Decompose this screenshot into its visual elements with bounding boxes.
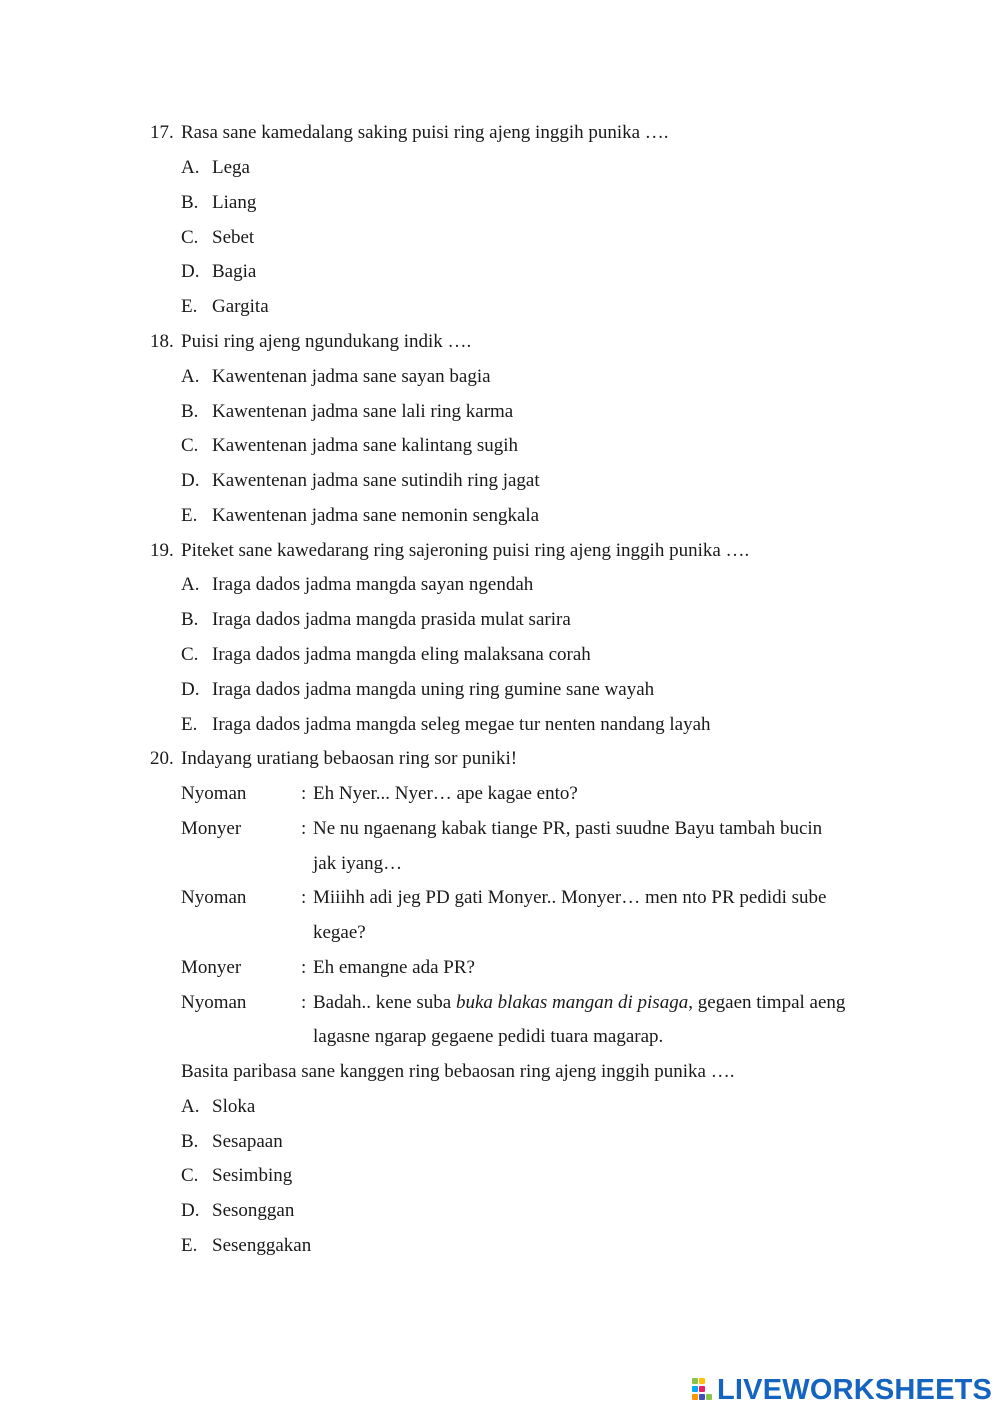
option-letter: D. bbox=[181, 1200, 200, 1221]
option-letter: D. bbox=[181, 470, 200, 491]
dialogue-colon: : bbox=[301, 887, 307, 908]
option-text: Iraga dados jadma mangda uning ring gumine sane wayah bbox=[212, 679, 655, 700]
option-letter: A. bbox=[181, 366, 200, 387]
option-text: Iraga dados jadma mangda eling malaksana corah bbox=[212, 644, 591, 665]
proverb-italic: buka blakas mangan di pisaga bbox=[455, 992, 689, 1013]
option-letter: A. bbox=[181, 1096, 200, 1117]
dialogue-text: Eh Nyer... Nyer… ape kagae ento? bbox=[313, 783, 578, 804]
logo-text: LIVEWORKSHEETS bbox=[717, 1373, 993, 1406]
option-letter: C. bbox=[181, 435, 199, 456]
option-text: Sesapaan bbox=[212, 1131, 283, 1152]
dialogue-colon: : bbox=[301, 783, 307, 804]
question-number: 20. bbox=[150, 748, 174, 769]
liveworksheets-logo[interactable] bbox=[692, 1374, 992, 1406]
option-text: Sloka bbox=[212, 1096, 256, 1117]
option-letter: D. bbox=[181, 679, 200, 700]
dialogue-text-post: , gegaen timpal aeng bbox=[688, 992, 846, 1013]
question-text: Piteket sane kawedarang ring sajeroning puisi ring ajeng inggih punika …. bbox=[181, 540, 750, 561]
option-text: Gargita bbox=[212, 296, 269, 317]
question-text: Rasa sane kamedalang saking puisi ring ajeng inggih punika …. bbox=[181, 122, 669, 143]
option-text: Kawentenan jadma sane sayan bagia bbox=[212, 366, 491, 387]
option-letter: B. bbox=[181, 1131, 199, 1152]
question-number: 17. bbox=[150, 122, 174, 143]
option-text: Iraga dados jadma mangda prasida mulat sarira bbox=[212, 609, 571, 630]
option-text: Sebet bbox=[212, 227, 255, 248]
option-text: Sesimbing bbox=[212, 1165, 293, 1186]
question-text: Puisi ring ajeng ngundukang indik …. bbox=[181, 331, 472, 352]
option-text: Lega bbox=[212, 157, 250, 178]
question-number: 18. bbox=[150, 331, 174, 352]
option-letter: B. bbox=[181, 192, 199, 213]
dialogue-speaker: Nyoman bbox=[181, 783, 247, 804]
dialogue-text: lagasne ngarap gegaene pedidi tuara magarap. bbox=[313, 1026, 664, 1047]
question-prompt-text: Basita paribasa sane kanggen ring bebaosan ring ajeng inggih punika …. bbox=[181, 1061, 735, 1082]
option-text: Kawentenan jadma sane kalintang sugih bbox=[212, 435, 519, 456]
dialogue-text: Eh emangne ada PR? bbox=[313, 957, 475, 978]
dialogue-text: jak iyang… bbox=[313, 853, 403, 874]
dialogue-speaker: Nyoman bbox=[181, 992, 247, 1013]
option-text: Kawentenan jadma sane sutindih ring jagat bbox=[212, 470, 540, 491]
option-text: Sesenggakan bbox=[212, 1235, 312, 1256]
dialogue-colon: : bbox=[301, 818, 307, 839]
option-text: Bagia bbox=[212, 261, 257, 282]
dialogue-colon: : bbox=[301, 957, 307, 978]
option-letter: E. bbox=[181, 505, 198, 526]
dialogue-text: Ne nu ngaenang kabak tiange PR, pasti suudne Bayu tambah bucin bbox=[313, 818, 823, 839]
logo-mark-icon bbox=[692, 1378, 714, 1402]
option-text: Iraga dados jadma mangda sayan ngendah bbox=[212, 574, 534, 595]
option-text: Kawentenan jadma sane lali ring karma bbox=[212, 401, 514, 422]
question-text: Indayang uratiang bebaosan ring sor puniki! bbox=[181, 748, 518, 769]
dialogue-speaker: Monyer bbox=[181, 818, 242, 839]
option-letter: E. bbox=[181, 296, 198, 317]
question-number: 19. bbox=[150, 540, 174, 561]
dialogue-text: kegae? bbox=[313, 922, 366, 943]
option-letter: E. bbox=[181, 714, 198, 735]
option-text: Sesonggan bbox=[212, 1200, 295, 1221]
option-letter: D. bbox=[181, 261, 200, 282]
dialogue-text bbox=[313, 991, 845, 1015]
dialogue-text: Miiihh adi jeg PD gati Monyer.. Monyer… men nto PR pedidi sube bbox=[313, 887, 827, 908]
option-text: Liang bbox=[212, 192, 257, 213]
dialogue-text-pre: Badah.. kene suba bbox=[313, 992, 456, 1013]
option-letter: C. bbox=[181, 227, 199, 248]
option-letter: C. bbox=[181, 644, 199, 665]
option-text: Iraga dados jadma mangda seleg megae tur nenten nandang layah bbox=[212, 714, 711, 735]
option-text: Kawentenan jadma sane nemonin sengkala bbox=[212, 505, 540, 526]
option-letter: E. bbox=[181, 1235, 198, 1256]
dialogue-colon: : bbox=[301, 992, 307, 1013]
option-letter: A. bbox=[181, 157, 200, 178]
dialogue-speaker: Nyoman bbox=[181, 887, 247, 908]
option-letter: C. bbox=[181, 1165, 199, 1186]
option-letter: B. bbox=[181, 609, 199, 630]
option-letter: A. bbox=[181, 574, 200, 595]
option-letter: B. bbox=[181, 401, 199, 422]
dialogue-speaker: Monyer bbox=[181, 957, 242, 978]
